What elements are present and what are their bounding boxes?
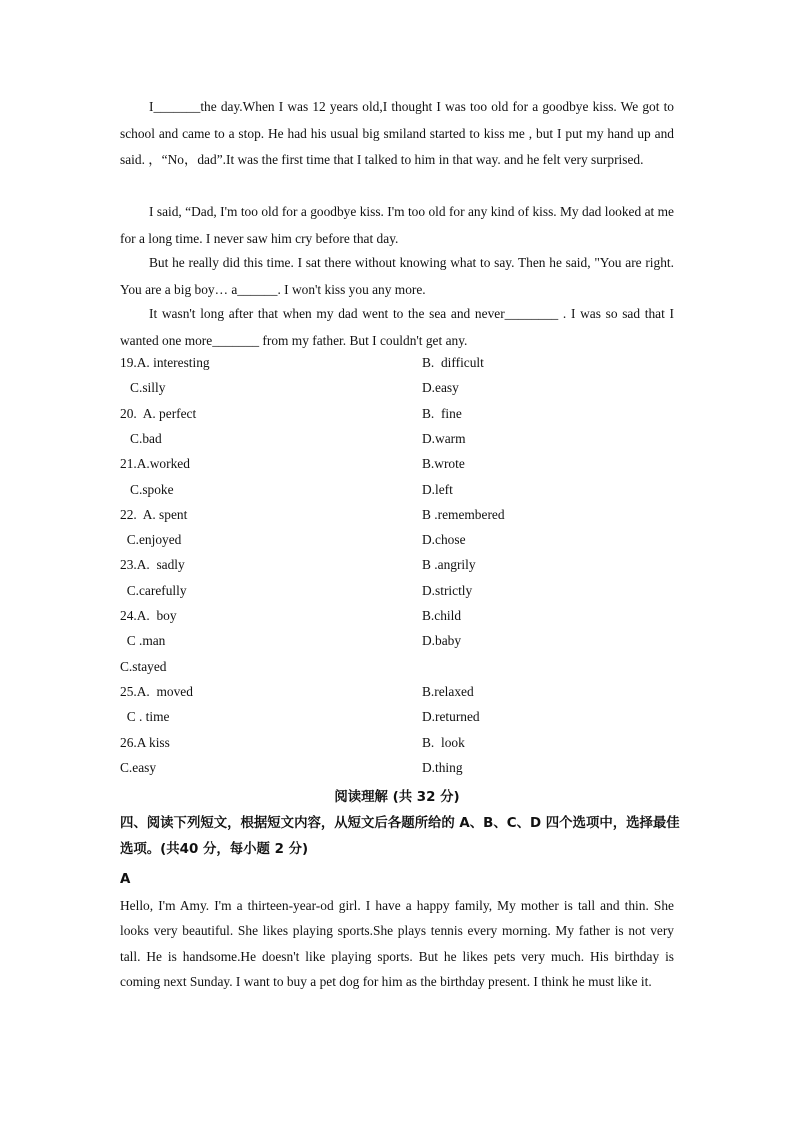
option-right: B .angrily — [422, 557, 476, 572]
option-left: C . time — [120, 709, 170, 724]
option-left: 19.A. interesting — [120, 355, 210, 370]
option-left: 20. A. perfect — [120, 406, 197, 421]
passage-paragraph-3: But he really did this time. I sat there without knowing what to say. Then he said, "You are right. You are a big boy… a______. I won't kiss you any more. — [120, 255, 674, 297]
option-right: B. look — [422, 735, 465, 750]
option-right: B. fine — [422, 406, 462, 421]
option-right: B.relaxed — [422, 684, 474, 699]
option-left: 23.A. sadly — [120, 557, 185, 572]
option-right: B.wrote — [422, 456, 465, 471]
option-right: D.thing — [422, 760, 463, 775]
option-left: C.silly — [120, 380, 166, 395]
option-right: D.easy — [422, 380, 459, 395]
option-left: 22. A. spent — [120, 507, 188, 522]
reading-instruction: 四、阅读下列短文，根据短文内容，从短文后各题所给的 A、B、C、D 四个选项中，选择最佳选项。(共40 分，每小题 2 分) — [120, 816, 680, 857]
option-left: C.stayed — [120, 659, 167, 674]
section-title: 阅读理解 (共 32 分) — [334, 790, 460, 805]
reading-passage-a: Hello, I'm Amy. I'm a thirteen-year-od girl. I have a happy family, My mother is tall and thin. She looks very beautiful. She likes playing sports.She plays tennis every morning. My father is not very tall. He is handsome.He doesn't like playing sports. But he likes pets very much. His birthday is coming next Sunday. I want to buy a pet dog for him as the birthday present. I think he must like it. — [120, 898, 674, 990]
option-right: D.warm — [422, 431, 466, 446]
option-left: C.spoke — [120, 482, 174, 497]
option-left: 25.A. moved — [120, 684, 193, 699]
option-right: D.baby — [422, 633, 462, 648]
option-right: B.child — [422, 608, 462, 623]
passage-paragraph-2: I said, “Dad, I'm too old for a goodbye kiss. I'm too old for any kind of kiss. My dad looked at me for a long time. I never saw him cry before that day. — [120, 204, 674, 246]
option-right: D.chose — [422, 532, 466, 547]
option-right: D.returned — [422, 709, 480, 724]
option-left: C .man — [120, 633, 166, 648]
option-left: C.bad — [120, 431, 162, 446]
option-left: C.carefully — [120, 583, 187, 598]
option-left: 24.A. boy — [120, 608, 177, 623]
option-right: D.left — [422, 482, 453, 497]
option-right: B .remembered — [422, 507, 505, 522]
part-label: A — [120, 872, 131, 887]
option-left: C.easy — [120, 760, 157, 775]
option-left: C.enjoyed — [120, 532, 182, 547]
passage-paragraph-4: It wasn't long after that when my dad went to the sea and never________ . I was so sad that I wanted one more_______ from my father. But I couldn't get any. — [120, 306, 674, 348]
option-right: D.strictly — [422, 583, 473, 598]
option-left: 21.A.worked — [120, 456, 190, 471]
option-left: 26.A kiss — [120, 735, 170, 750]
option-right: B. difficult — [422, 355, 484, 370]
passage-paragraph-1: I_______the day.When I was 12 years old,I thought I was too old for a goodbye kiss. We got to school and came to a stop. He had his usual big smiland started to kiss me , but I put my hand up and said. ，“No，dad”.It was the first time that I talked to him in that way. and he felt very surprised. — [120, 99, 674, 167]
